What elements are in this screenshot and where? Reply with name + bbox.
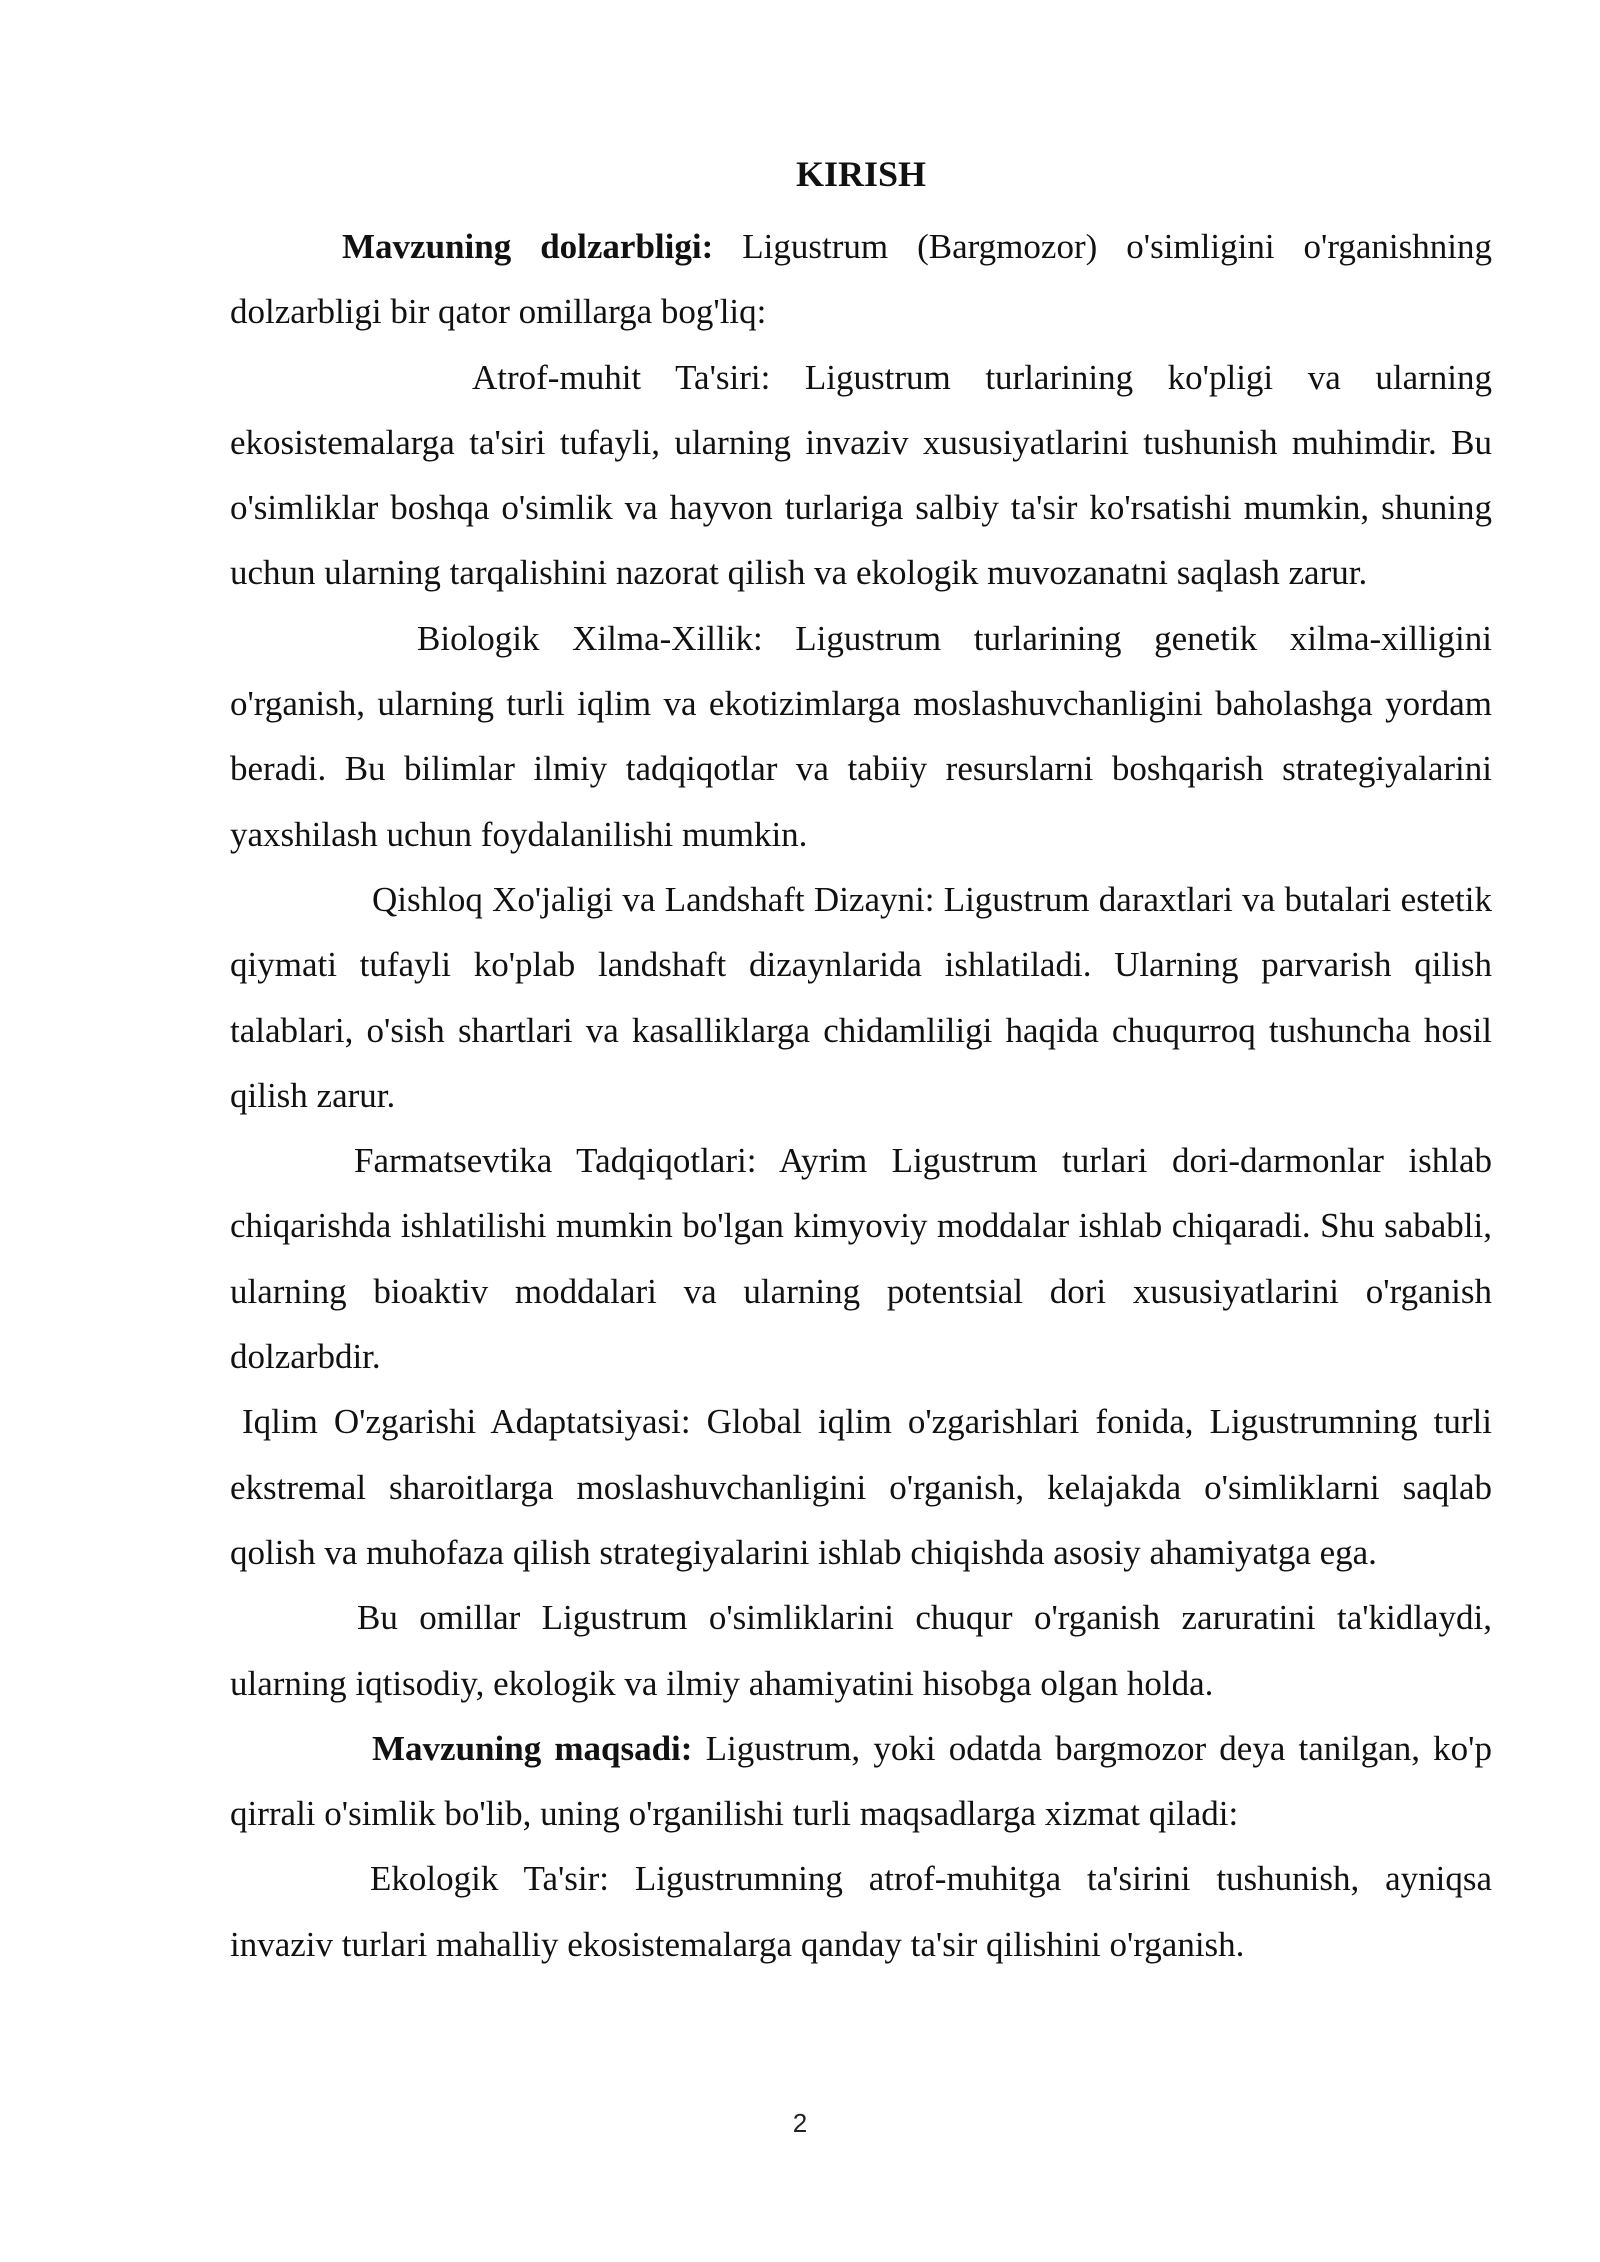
goal-heading: Mavzuning maqsadi: (372, 1728, 693, 1768)
paragraph-pharmaceutical: Farmatsevtika Tadqiqotlari: Ayrim Ligustrum turlari dori-darmonlar ishlab chiqarishda ishlatilishi mumkin bo'lgan kimyoviy moddalar ishlab chiqaradi. Shu sababli, ularning bioaktiv moddalari va ularning potentsial dori xususiyatlarini o'rganish dolzarbdir. (230, 1141, 1492, 1377)
paragraph-biodiversity: Biologik Xilma-Xillik: Ligustrum turlarining genetik xilma-xilligini o'rganish, ularning turli iqlim va ekotizimlarga moslashuvchanligini baholashga yordam beradi. Bu bilimlar ilmiy tadqiqotlar va tabiiy resurslarni boshqarish strategiyalarini yaxshilash uchun foydalanilishi mumkin. (230, 618, 1492, 854)
paragraph-summary: Bu omillar Ligustrum o'simliklarini chuqur o'rganish zaruratini ta'kidlaydi, ularning iqtisodiy, ekologik va ilmiy ahamiyatini hisobga olgan holda. (230, 1598, 1492, 1703)
section-title: KIRISH (795, 154, 927, 194)
paragraph-relevance (230, 214, 1492, 345)
goal-text: Ligustrum, yoki odatda bargmozor deya tanilgan, ko'p qirrali o'simlik bo'lib, uning o'rganilishi turli maqsadlarga xizmat qiladi: (230, 1728, 1492, 1834)
page-number: 2 (792, 2108, 808, 2138)
paragraph-goal (230, 1716, 1492, 1847)
paragraph-climate-adaptation: Iqlim O'zgarishi Adaptatsiyasi: Global iqlim o'zgarishlari fonida, Ligustrumning turli ekstremal sharoitlarga moslashuvchanligini o'rganish, kelajakda o'simliklarni saqlab qolish va muhofaza qilish strategiyalarini ishlab chiqishda asosiy ahamiyatga ega. (230, 1402, 1492, 1572)
paragraph-ecological-impact: Ekologik Ta'sir: Ligustrumning atrof-muhitga ta'sirini tushunish, ayniqsa invaziv turlari mahalliy ekosistemalarga qanday ta'sir qilishini o'rganish. (230, 1859, 1492, 1964)
relevance-text: Ligustrum (Bargmozor) o'simligini o'rganishning dolzarbligi bir qator omillarga bog'liq: (230, 227, 1492, 332)
paragraph-agriculture-landscape: Qishloq Xo'jaligi va Landshaft Dizayni: Ligustrum daraxtlari va butalari estetik qiymati tufayli ko'plab landshaft dizaynlarida ishlatiladi. Ularning parvarish qilish talablari, o'sish shartlari va kasalliklarga chidamliligi haqida chuqurroq tushuncha hosil qilish zarur. (230, 879, 1492, 1115)
document-page (230, 150, 1492, 1977)
relevance-heading: Mavzuning dolzarbligi: (342, 227, 714, 266)
paragraph-environment: Atrof-muhit Ta'siri: Ligustrum turlarining ko'pligi va ularning ekosistemalarga ta'siri tufayli, ularning invaziv xususiyatlarini tushunish muhimdir. Bu o'simliklar boshqa o'simlik va hayvon turlariga salbiy ta'sir ko'rsatishi mumkin, shuning uchun ularning tarqalishini nazorat qilish va ekologik muvozanatni saqlash zarur. (230, 357, 1492, 593)
